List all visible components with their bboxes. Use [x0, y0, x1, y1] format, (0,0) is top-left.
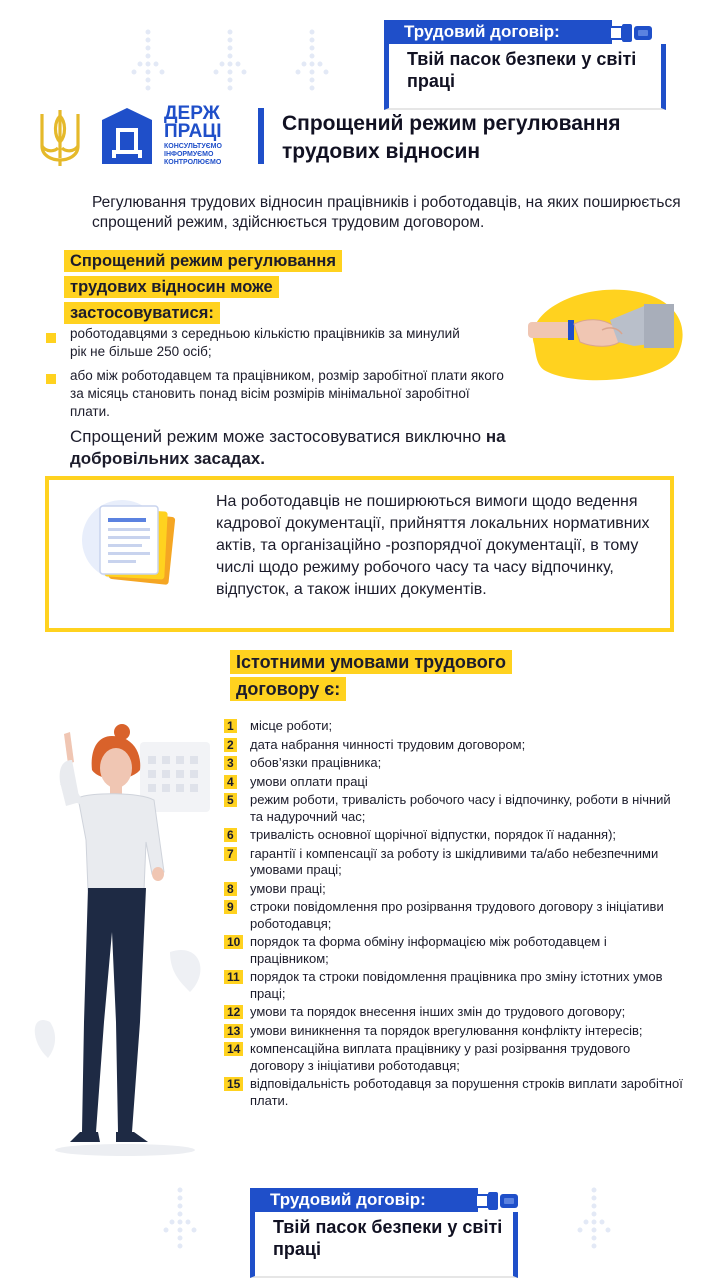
top-badge [384, 20, 684, 96]
bullet-marker [46, 333, 56, 343]
intro-text: Регулювання трудових відносин працівників і роботодавців, на яких поширюється спрощений режим, здійснюється трудовим договором. [92, 194, 681, 231]
list-item-number: 2 [224, 738, 237, 752]
list-item [224, 737, 684, 754]
list-item [224, 881, 684, 898]
list-item-text: компенсаційна виплата працівнику у разі розірвання трудового договору з ініціативи роботодавця; [250, 1041, 631, 1073]
voluntary-bold: на добровільних засадах. [70, 427, 506, 468]
bottom-badge [250, 1188, 540, 1264]
list-item-number: 8 [224, 882, 237, 896]
logo-d-icon [98, 106, 156, 166]
list-item [224, 969, 684, 1002]
list-item-text: строки повідомлення про розірвання трудового договору з ініціативи роботодавця; [250, 899, 664, 931]
list-item-text: режим роботи, тривалість робочого часу і відпочинку, роботи в нічний та надурочний час; [250, 792, 671, 824]
list-item-number: 3 [224, 756, 237, 770]
dotted-arrow-icon [160, 1186, 200, 1250]
logo-tag-2: ІНФОРМУЄМО [164, 151, 214, 158]
list-item [224, 774, 684, 791]
list-item-number: 6 [224, 828, 237, 842]
list-item [224, 899, 684, 932]
logo-line-1: ДЕРЖ [164, 103, 220, 124]
page-title: Спрощений режим регулювання трудових відносин [282, 112, 621, 163]
list-item-text: порядок та строки повідомлення працівника про зміну істотних умов праці; [250, 969, 663, 1001]
seatbelt-buckle-icon [610, 22, 654, 44]
logo-tag-1: КОНСУЛЬТУЄМО [164, 143, 222, 150]
applies-heading-text: Спрощений режим регулювання трудових відносин може застосовуватися: [64, 250, 342, 324]
list-item-text: умови праці; [250, 880, 326, 896]
list-item-text: тривалість основної щорічної відпустки, порядок її надання); [250, 827, 617, 842]
list-item-text: умови виникнення та порядок врегулювання конфлікту інтересів; [250, 1022, 643, 1038]
dotted-arrow-icon [574, 1186, 614, 1250]
list-item-number: 10 [224, 935, 243, 949]
list-item [224, 1076, 684, 1109]
badge-label: Трудовий договір: [384, 20, 612, 44]
list-item [224, 934, 684, 967]
dotted-arrow-icon [292, 28, 332, 92]
list-item-text: умови та порядок внесення інших змін до трудового договору; [250, 1004, 626, 1019]
list-item-text: обов’язки працівника; [250, 755, 382, 770]
essential-heading-text: Істотними умовами трудового договору є: [230, 650, 512, 701]
list-item-number: 15 [224, 1077, 243, 1091]
voluntary-text: Спрощений режим може застосовуватися виключно [70, 427, 482, 446]
dotted-arrow-icon [210, 28, 250, 92]
title-accent-bar [258, 108, 264, 164]
applies-bullet-1: роботодавцями з середньою кількістю працівників за минулий рік не більше 250 осіб; [70, 326, 460, 359]
documents-note-text: На роботодавців не поширюються вимоги щодо ведення кадрової документації, прийняття локальних нормативних актів, та організаційно -розпорядчої документації, в тому числі щодо режиму робочого часу та часу відпочинку, відпусток, а також інших документів. [216, 493, 650, 598]
badge-text: Твій пасок безпеки у світі праці [250, 1212, 518, 1278]
list-item-text: гарантії і компенсації за роботу із шкідливими та/або небезпечними умовами праці; [250, 845, 659, 877]
list-item-text: відповідальність роботодавця за порушення строків виплати заробітної плати. [250, 1076, 683, 1108]
list-item [224, 755, 684, 772]
list-item-number: 9 [224, 900, 237, 914]
seatbelt-buckle-icon [476, 1190, 520, 1212]
list-item-text: порядок та форма обміну інформацією між роботодавцем і працівником; [250, 934, 607, 966]
list-item-text: умови оплати праці [250, 773, 368, 789]
list-item [224, 1004, 684, 1021]
badge-label: Трудовий договір: [250, 1188, 478, 1212]
list-item [224, 846, 684, 879]
list-item [224, 827, 684, 844]
list-item-number: 7 [224, 847, 237, 861]
list-item-number: 12 [224, 1005, 243, 1019]
logo-line-2: ПРАЦІ [164, 121, 222, 142]
applies-bullet-2: або між роботодавцем та працівником, розмір заробітної плати якого за місяць становить понад вісім розмірів мінімальної заробітної плати. [70, 368, 504, 419]
logo-tag-3: КОНТРОЛЮЄМО [164, 159, 222, 166]
documents-icon [82, 492, 192, 592]
list-item-number: 13 [224, 1024, 243, 1038]
bullet-marker [46, 374, 56, 384]
woman-pointing-illustration [30, 722, 220, 1162]
dotted-arrow-icon [128, 28, 168, 92]
list-item-number: 1 [224, 719, 237, 733]
list-item-text: дата набрання чинності трудовим договором; [250, 736, 526, 752]
essential-terms-list [224, 718, 684, 1111]
badge-text: Твій пасок безпеки у світі праці [384, 44, 666, 110]
voluntary-note [70, 426, 590, 470]
list-item [224, 1041, 684, 1074]
list-item [224, 718, 684, 735]
applies-heading [64, 249, 384, 327]
list-item-number: 11 [224, 970, 243, 984]
list-item-text: місце роботи; [250, 718, 333, 733]
essential-heading [230, 650, 590, 704]
list-item-number: 5 [224, 793, 237, 807]
list-item-number: 14 [224, 1042, 243, 1056]
list-item [224, 792, 684, 825]
trident-icon [36, 106, 84, 170]
list-item-number: 4 [224, 775, 237, 789]
handshake-icon [514, 284, 690, 384]
list-item [224, 1023, 684, 1040]
